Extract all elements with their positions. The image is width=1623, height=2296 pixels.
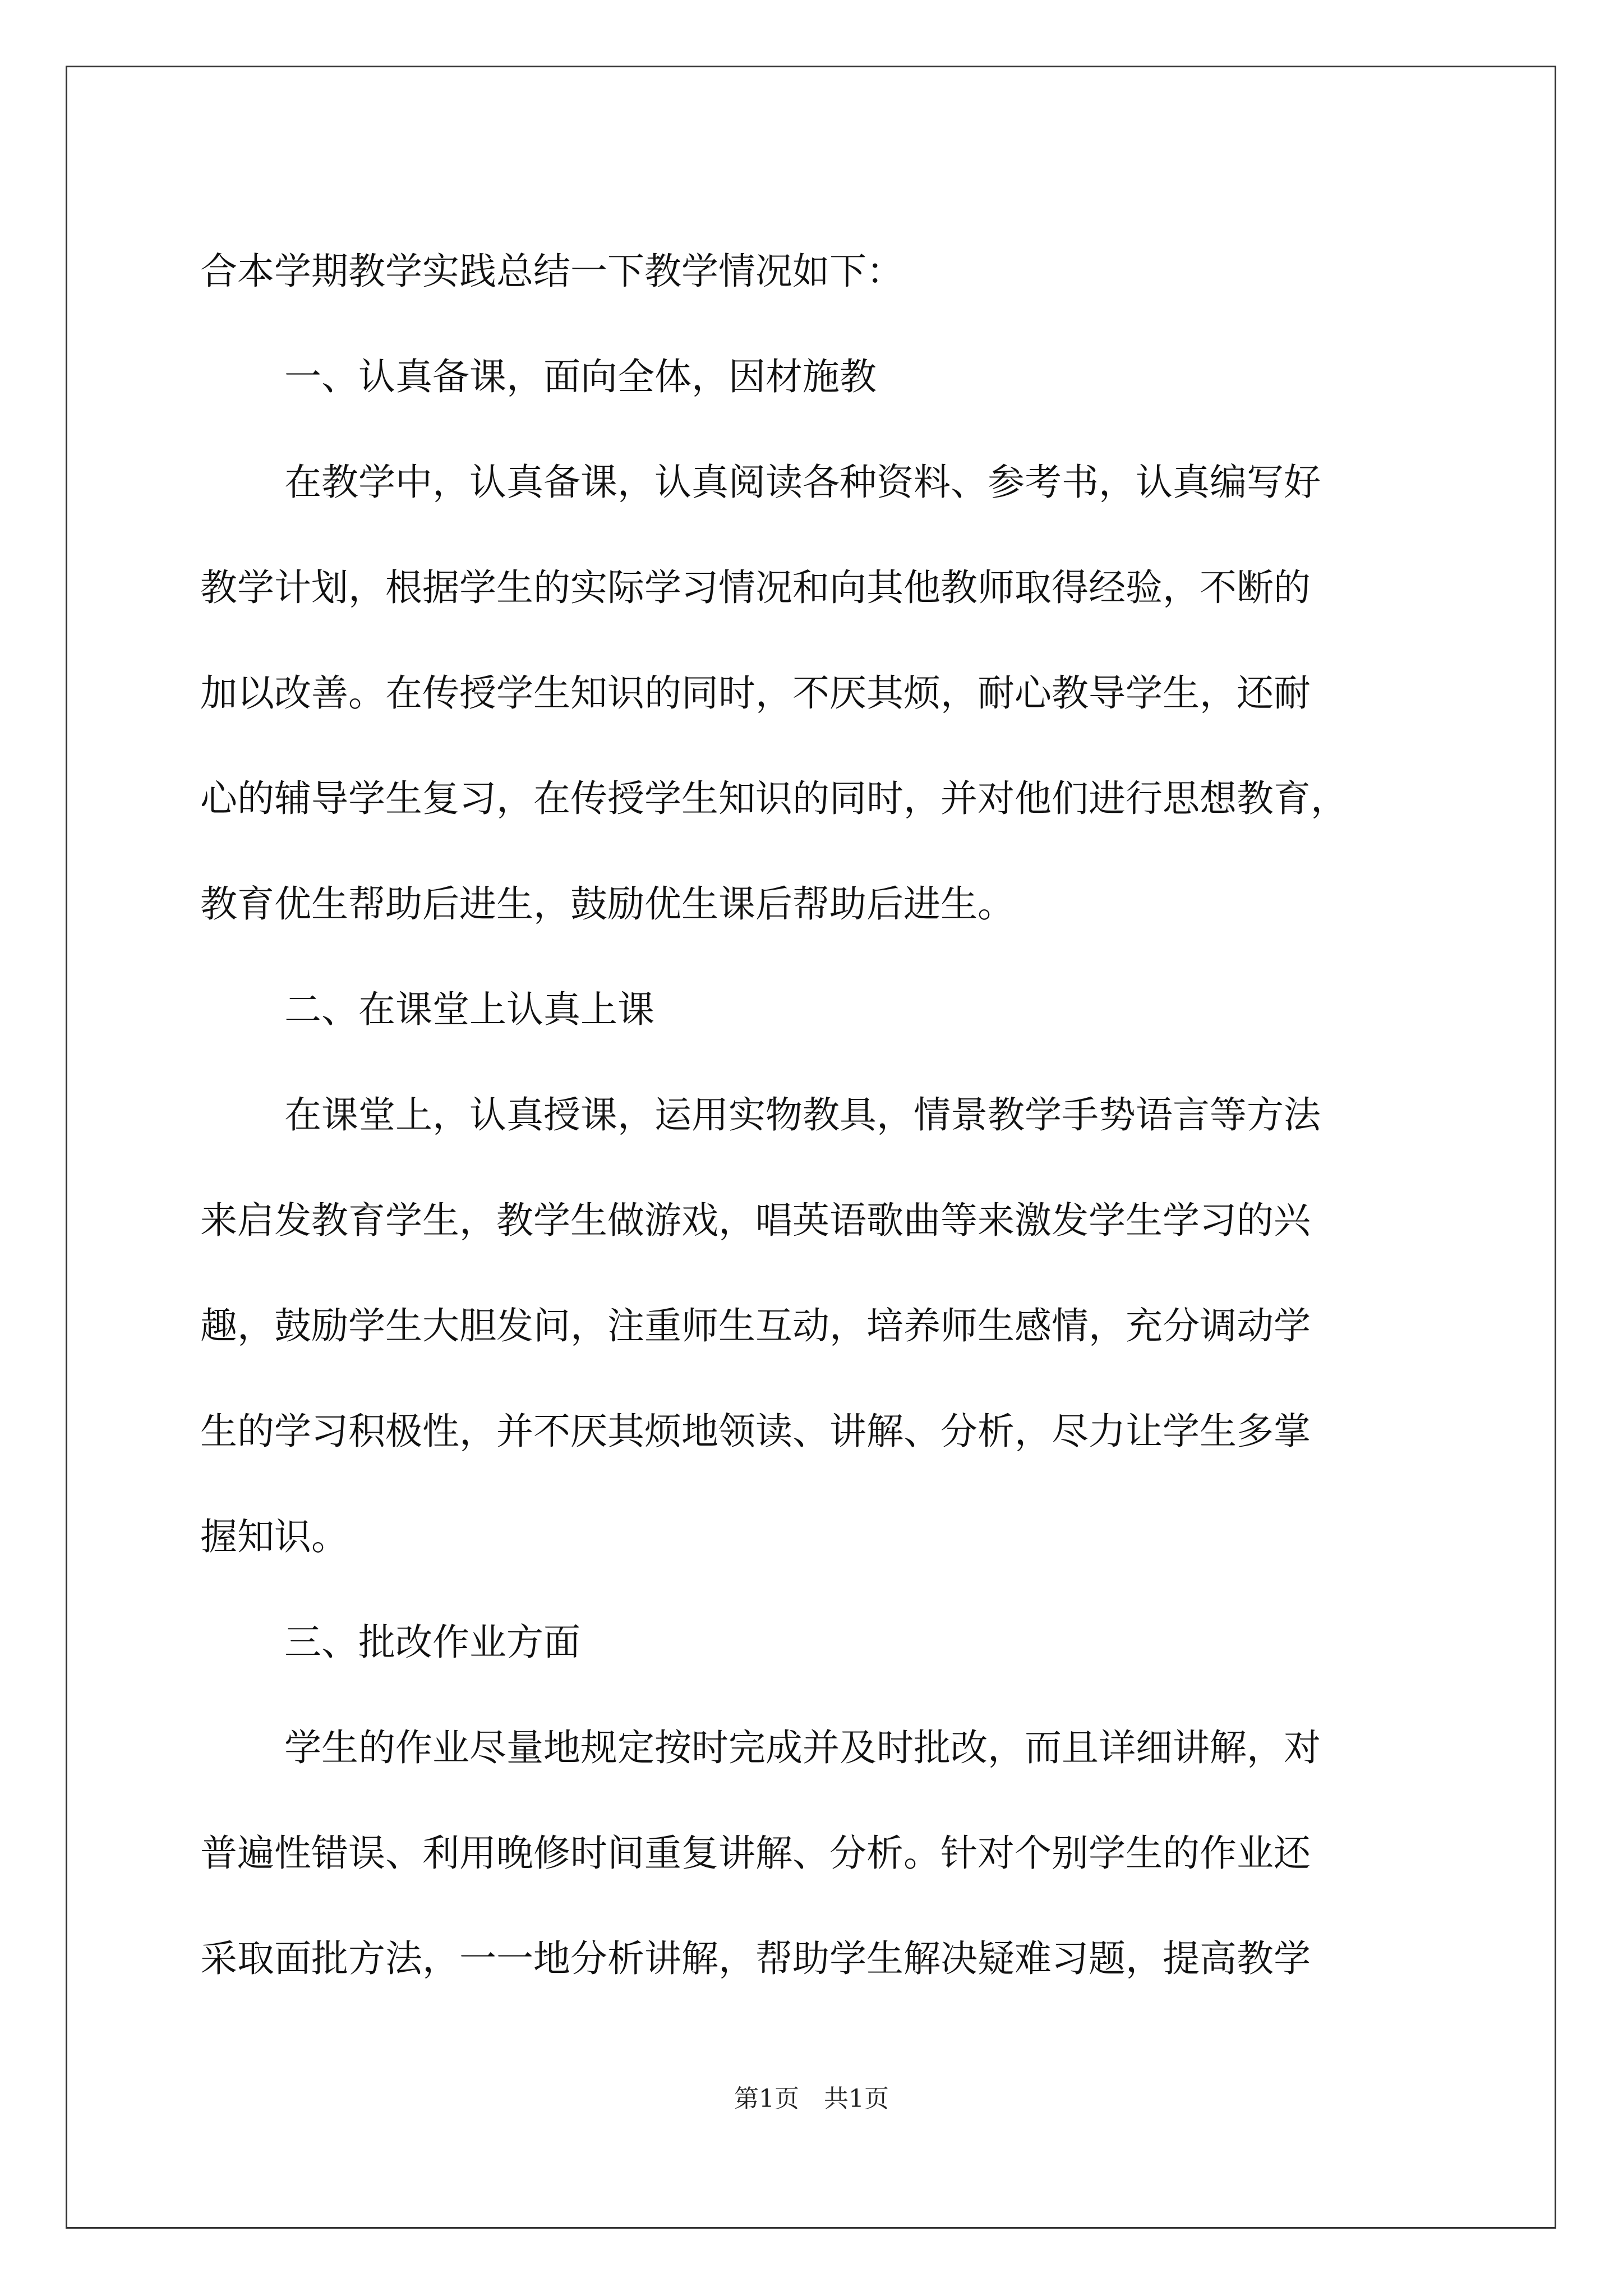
page-number-footer: 第1页 共1页 bbox=[734, 2085, 889, 2113]
text-line-1: 合本学期教学实践总结一下教学情况如下： bbox=[200, 250, 903, 293]
text-line-9: 在课堂上，认真授课，运用实物教具，情景教学手势语言等方法 bbox=[284, 1093, 1321, 1137]
text-line-15: 学生的作业尽量地规定按时完成并及时批改，而且详细讲解，对 bbox=[284, 1726, 1321, 1769]
text-line-4: 教学计划，根据学生的实际学习情况和向其他教师取得经验，不断的 bbox=[200, 566, 1311, 609]
text-line-12: 生的学习积极性，并不厌其烦地领读、讲解、分析，尽力让学生多掌 bbox=[200, 1410, 1311, 1453]
text-line-6: 心的辅导学生复习，在传授学生知识的同时，并对他们进行思想教育， bbox=[200, 777, 1348, 820]
text-line-11: 趣，鼓励学生大胆发问，注重师生互动，培养师生感情，充分调动学 bbox=[200, 1304, 1311, 1347]
text-line-16: 普遍性错误、利用晚修时间重复讲解、分析。针对个别学生的作业还 bbox=[200, 1832, 1311, 1875]
text-line-13: 握知识。 bbox=[200, 1515, 348, 1558]
document-body bbox=[200, 219, 1434, 2012]
section-heading-3: 三、批改作业方面 bbox=[284, 1621, 580, 1664]
section-heading-1: 一、认真备课，面向全体，因材施教 bbox=[284, 355, 877, 398]
text-line-3: 在教学中，认真备课，认真阅读各种资料、参考书，认真编写好 bbox=[284, 461, 1321, 504]
text-line-7: 教育优生帮助后进生，鼓励优生课后帮助后进生。 bbox=[200, 882, 1015, 926]
text-line-10: 来启发教育学生，教学生做游戏，唱英语歌曲等来激发学生学习的兴 bbox=[200, 1199, 1311, 1242]
section-heading-2: 二、在课堂上认真上课 bbox=[284, 988, 654, 1031]
text-line-5: 加以改善。在传授学生知识的同时，不厌其烦，耐心教导学生，还耐 bbox=[200, 671, 1311, 715]
text-line-17: 采取面批方法，一一地分析讲解，帮助学生解决疑难习题，提高教学 bbox=[200, 1937, 1311, 1980]
